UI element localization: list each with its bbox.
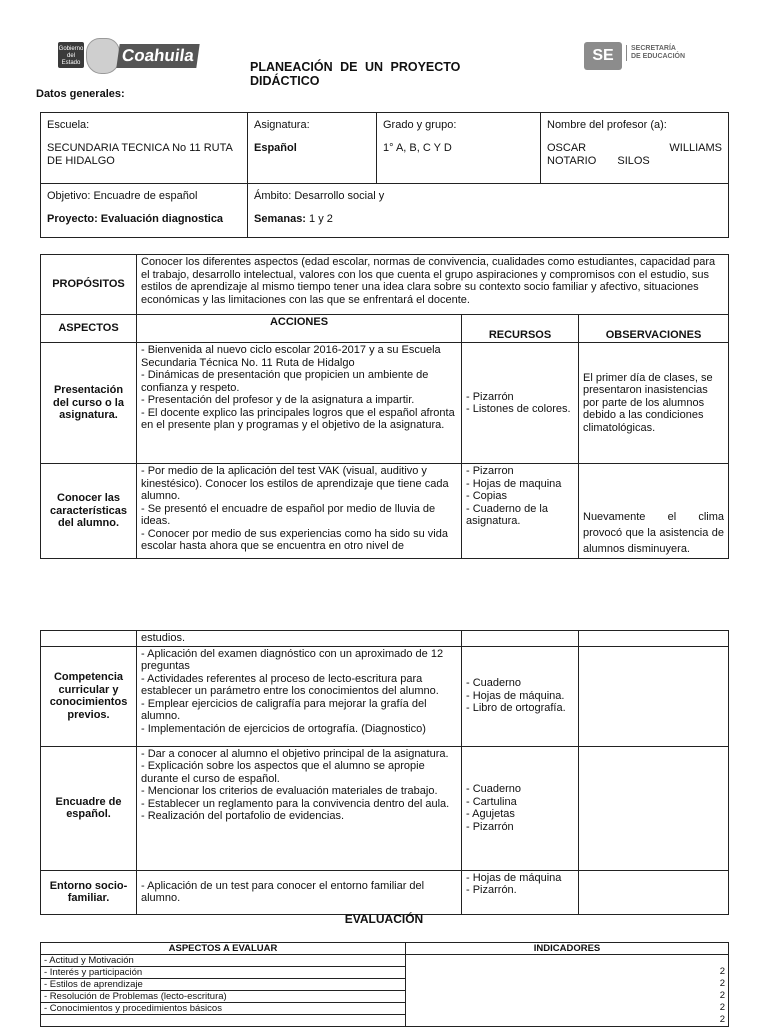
recurso-item: - Cuaderno <box>466 677 522 690</box>
planning-table <box>40 254 729 559</box>
coahuila-logo <box>58 38 198 74</box>
recurso-item: - Cartulina <box>466 795 517 808</box>
se-badge: SE <box>584 42 622 70</box>
accion-item: - Bienvenida al nuevo ciclo escolar 2016-2017 y a su Escuela Secundaria Técnica No. 11 Ruta de Hidalgo <box>141 344 441 369</box>
recurso-item: - Copias <box>466 490 507 502</box>
recursos-caracteristicas <box>462 464 579 559</box>
recurso-item: - Cuaderno <box>466 783 522 795</box>
aspect-caracteristicas: Conocer las características del alumno. <box>41 464 137 559</box>
evaluation-table <box>40 942 729 1027</box>
eval-indicadores <box>406 955 729 1027</box>
semanas-label: Semanas: <box>254 213 306 225</box>
grado-value: 1° A, B, C Y D <box>383 142 452 154</box>
acciones-presentacion <box>137 343 462 464</box>
acciones-caracteristicas <box>137 464 462 559</box>
propositos-text: Conocer los diferentes aspectos (edad escolar, normas de convivencia, cualidades como estudiantes, capacidad para el trabajo, desarrollo intelectual, valores con los que cuenta el grupo aspiraciones y compromisos con el estudio, sus estilos de aprendizaje al mismo tiempo tener una idea clara sobre su contexto socio familiar y afectivo, situaciones económicas y las limitaciones con las que se enfrentará el docente. <box>137 255 729 315</box>
recurso-item: - Libro de ortografía. <box>466 702 566 715</box>
recurso-item: - Hojas de máquina. <box>466 689 565 702</box>
empty-cell <box>462 631 579 647</box>
recursos-presentacion <box>462 343 579 464</box>
semanas-value: 1 y 2 <box>309 213 333 225</box>
eval-aspecto: - Estilos de aprendizaje <box>41 979 406 991</box>
recurso-item: - Hojas de maquina <box>466 477 562 490</box>
header-aspectos: ASPECTOS <box>41 315 137 343</box>
accion-item: - Dar a conocer al alumno el objetivo principal de la asignatura. <box>141 747 449 760</box>
accion-item: - Aplicación de un test para conocer el entorno familiar del alumno. <box>141 879 425 904</box>
eval-aspecto: - Conocimientos y procedimientos básicos <box>41 1003 406 1015</box>
accion-item: - Aplicación del examen diagnóstico con un aproximado de 12 preguntas <box>141 647 444 672</box>
recursos-encuadre <box>462 746 579 870</box>
eval-aspecto: - Resolución de Problemas (lecto-escritura) <box>41 991 406 1003</box>
accion-item: - Establecer un reglamento para la convivencia dentro del aula. <box>141 797 450 810</box>
header-observaciones: OBSERVACIONES <box>579 315 729 343</box>
accion-item: - Explicación sobre los aspectos que el alumno se apropie durante el curso de español. <box>141 760 425 785</box>
recurso-item: - Cuaderno de la asignatura. <box>466 502 548 527</box>
escuela-cell <box>41 113 248 184</box>
eval-indicador: 2 <box>719 966 725 977</box>
aspect-presentacion: Presentación del curso o la asignatura. <box>41 343 137 464</box>
empty-cell <box>579 870 729 914</box>
eval-aspecto: - Actitud y Motivación <box>41 955 406 967</box>
asignatura-value: Español <box>254 142 297 154</box>
grado-label: Grado y grupo: <box>383 119 457 131</box>
eval-aspecto: - Interés y participación <box>41 967 406 979</box>
accion-item: - Dinámicas de presentación que propicien un ambiente de confianza y respeto. <box>141 369 429 394</box>
evaluacion-title: EVALUACIÓN <box>344 912 424 926</box>
asignatura-cell <box>248 113 377 184</box>
se-text: SECRETARÍA DE EDUCACIÓN <box>626 45 687 61</box>
empty-cell <box>579 646 729 746</box>
eval-indicador: 2 <box>719 1002 725 1013</box>
accion-item: - El docente explico las principales logros que el español afronta en el presente plan y programas y el objetivo de la asignatura. <box>141 406 455 431</box>
accion-item: - Emplear ejercicios de caligrafía para mejorar la grafía del alumno. <box>141 697 427 722</box>
asignatura-label: Asignatura: <box>254 119 310 131</box>
proyecto-text: Proyecto: Evaluación diagnostica <box>47 213 224 225</box>
eval-indicador: 2 <box>719 978 725 989</box>
recurso-item: - Pizarrón <box>466 390 514 403</box>
eval-aspecto <box>41 1015 406 1027</box>
acciones-encuadre <box>137 746 462 870</box>
eval-header-aspectos: ASPECTOS A EVALUAR <box>41 943 406 955</box>
eval-indicador: 2 <box>719 990 725 1001</box>
escuela-label: Escuela: <box>47 119 90 131</box>
observaciones-caracteristicas: Nuevamente el clima provocó que la asistencia de alumnos disminuyera. <box>579 464 729 559</box>
aspect-entorno: Entorno socio-familiar. <box>41 870 137 914</box>
accion-item: - Realización del portafolio de evidencias. <box>141 810 345 822</box>
recurso-item: - Listones de colores. <box>466 403 571 415</box>
planning-table-continued <box>40 630 729 915</box>
page-title: PLANEACIÓN DE UN PROYECTO DIDÁCTICO <box>250 60 461 88</box>
eval-indicador: 2 <box>719 1014 725 1025</box>
objetivo-cell <box>41 184 248 238</box>
recurso-item: - Pizarrón. <box>466 884 517 896</box>
header-recursos: RECURSOS <box>462 315 579 343</box>
ambito-cell <box>248 184 729 238</box>
accion-item: - Por medio de la aplicación del test VAK (visual, auditivo y kinestésico). Conocer los estilos de aprendizaje que tiene cada alumno. <box>141 465 449 502</box>
empty-cell <box>579 746 729 870</box>
recursos-entorno <box>462 870 579 914</box>
accion-item: - Conocer por medio de sus experiencias como ha sido su vida escolar hasta ahora que se encuentra en otro nivel de <box>141 527 448 552</box>
recurso-item: - Hojas de máquina <box>466 871 562 884</box>
accion-item: - Actividades referentes al proceso de lecto-escritura para establecer un parámetro entre los conocimientos del alumno. <box>141 672 439 697</box>
continuation-text: estudios. <box>137 631 462 647</box>
gobierno-label: Gobierno del Estado <box>58 42 84 68</box>
recurso-item: - Pizarron <box>466 465 514 477</box>
acciones-competencia <box>137 646 462 746</box>
state-seal-icon <box>86 38 120 74</box>
accion-item: - Presentación del profesor y de la asignatura a impartir. <box>141 394 415 406</box>
datos-generales-label: Datos generales: <box>36 88 125 100</box>
empty-cell <box>579 631 729 647</box>
acciones-entorno <box>137 870 462 914</box>
propositos-label: PROPÓSITOS <box>41 255 137 315</box>
state-name: Coahuila <box>116 44 199 68</box>
general-data-table <box>40 112 729 238</box>
se-logo <box>584 42 686 70</box>
eval-header-indicadores: INDICADORES <box>406 943 729 955</box>
empty-cell <box>41 631 137 647</box>
profesor-label: Nombre del profesor (a): <box>547 119 667 131</box>
ambito-text: Ámbito: Desarrollo social y <box>254 190 385 202</box>
header-acciones: ACCIONES <box>137 315 462 343</box>
grado-cell <box>377 113 541 184</box>
profesor-value: OSCAR WILLIAMS NOTARIO SILOS <box>547 142 722 167</box>
aspect-encuadre: Encuadre de español. <box>41 746 137 870</box>
observaciones-presentacion: El primer día de clases, se presentaron inasistencias por parte de los alumnos debido a las condiciones climatológicas. <box>579 343 729 464</box>
objetivo-text: Objetivo: Encuadre de español <box>47 190 198 202</box>
profesor-cell <box>541 113 729 184</box>
accion-item: - Mencionar los criterios de evaluación materiales de trabajo. <box>141 785 438 797</box>
recursos-competencia <box>462 646 579 746</box>
recurso-item: - Pizarrón <box>466 820 514 833</box>
accion-item: - Implementación de ejercicios de ortografía. (Diagnostico) <box>141 722 426 735</box>
aspect-competencia: Competencia curricular y conocimientos previos. <box>41 646 137 746</box>
recurso-item: - Agujetas <box>466 808 515 820</box>
escuela-value: SECUNDARIA TECNICA No 11 RUTA DE HIDALGO <box>47 142 233 167</box>
accion-item: - Se presentó el encuadre de español por medio de lluvia de ideas. <box>141 502 436 527</box>
